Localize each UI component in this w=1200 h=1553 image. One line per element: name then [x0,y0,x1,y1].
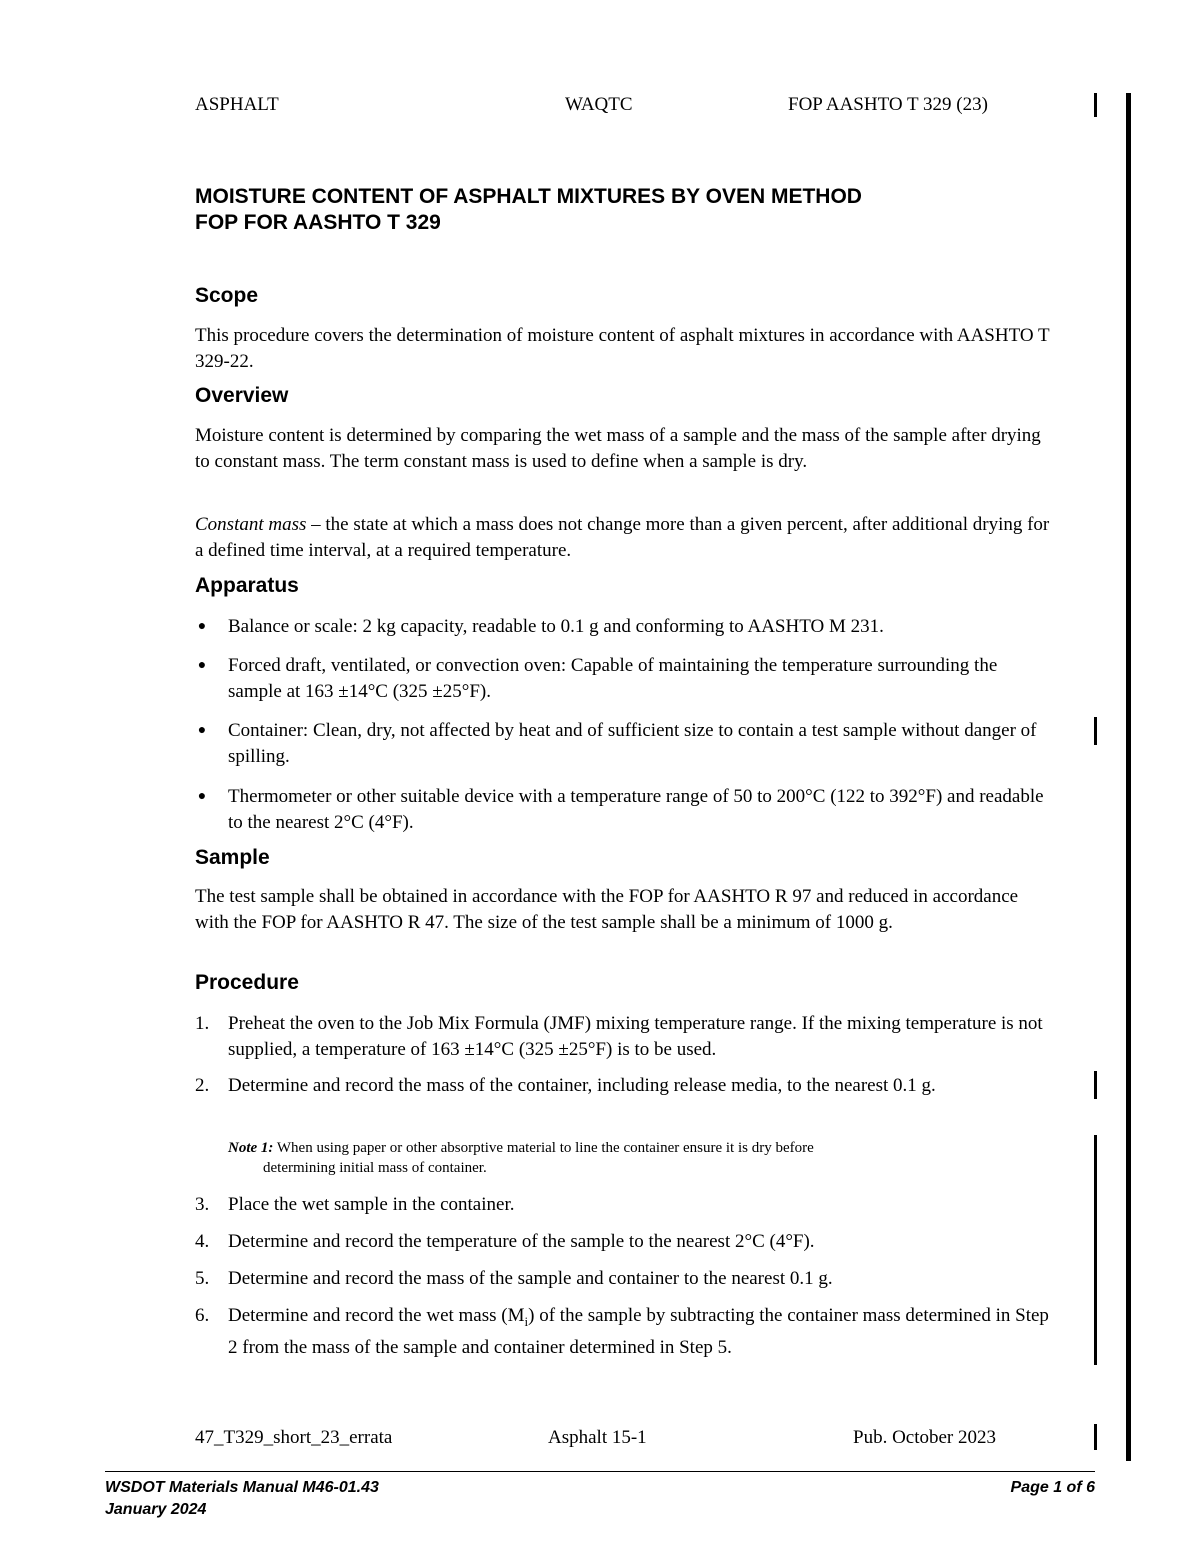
footer-rule [105,1471,1095,1472]
step-number: 4. [195,1231,210,1252]
step-number: 2. [195,1075,210,1096]
overview-text: Moisture content is determined by comparing the wet mass of a sample and the mass of the sample after drying to constant mass. The term constant mass is used to define when a sample is dry. [195,425,1041,472]
footer-center: Asphalt 15-1 [548,1427,647,1448]
sample-heading: Sample [195,846,270,869]
bullet-icon: ● [197,723,207,738]
list-item-text: Forced draft, ventilated, or convection oven: Capable of maintaining the temperature surrounding the sample at 163 ±14°C (325 ±25°F). [228,655,998,702]
procedure-step [195,1073,1055,1099]
overview-heading: Overview [195,384,289,407]
procedure-step [195,1192,1055,1218]
change-bar [1094,1071,1097,1099]
change-bar [1094,717,1097,745]
footer-left: 47_T329_short_23_errata [195,1427,393,1448]
definition-text: – the state at which a mass does not change more than a given percent, after additional drying for a defined time interval, at a required temperature. [195,514,1050,561]
title-line-1: MOISTURE CONTENT OF ASPHALT MIXTURES BY OVEN METHOD [195,185,862,208]
list-item [195,718,1055,770]
definition-term: Constant mass [195,514,307,535]
list-item [195,653,1055,705]
list-item [195,784,1055,836]
step-text-part: Determine and record the wet mass (M [228,1305,525,1326]
manual-date: January 2024 [105,1501,207,1518]
header-right: FOP AASHTO T 329 (23) [788,94,988,115]
procedure-note [228,1138,1028,1178]
scope-text: This procedure covers the determination of moisture content of asphalt mixtures in accordance with AASHTO T 329-22. [195,325,1050,372]
bullet-icon: ● [197,658,207,673]
step-number: 1. [195,1013,210,1034]
procedure-heading: Procedure [195,971,299,994]
change-bar [1094,93,1097,117]
procedure-step [195,1011,1055,1063]
procedure-step [195,1229,1055,1255]
bullet-icon: ● [197,619,207,634]
step-text: Preheat the oven to the Job Mix Formula (JMF) mixing temperature range. If the mixing temperature is not supplied, a temperature of 163 ±14°C (325 ±25°F) is to be used. [228,1013,1043,1060]
manual-title: WSDOT Materials Manual M46-01.43 [105,1479,379,1496]
sample-text: The test sample shall be obtained in accordance with the FOP for AASHTO R 97 and reduced in accordance with the FOP for AASHTO R 47. The size of the test sample shall be a minimum of 1000 g. [195,886,1019,933]
step-text: Determine and record the temperature of the sample to the nearest 2°C (4°F). [228,1231,815,1252]
list-item [195,614,1055,640]
step-number: 3. [195,1194,210,1215]
header-center: WAQTC [565,94,633,115]
procedure-step [195,1303,1055,1361]
step-number: 5. [195,1268,210,1289]
footer-right: Pub. October 2023 [853,1427,997,1448]
header-left: ASPHALT [195,94,279,115]
step-text-part: ) of the sample by subtracting the container mass determined in Step 2 from the mass of the sample and container determined in Step 5. [228,1305,1049,1358]
step-text: Determine and record the mass of the sample and container to the nearest 0.1 g. [228,1268,833,1289]
list-item-text: Container: Clean, dry, not affected by heat and of sufficient size to contain a test sample without danger of spilling. [228,720,1037,767]
note-text-line-2: determining initial mass of container. [263,1160,487,1176]
procedure-step [195,1266,1055,1292]
step-text [228,1303,1055,1361]
constant-mass-definition [195,512,1055,564]
step-text: Place the wet sample in the container. [228,1194,515,1215]
change-bar [1094,1135,1097,1365]
step-number: 6. [195,1305,210,1326]
note-text-line-1: When using paper or other absorptive material to line the container ensure it is dry before [273,1140,814,1156]
step-text: Determine and record the mass of the container, including release media, to the nearest 0.1 g. [228,1075,936,1096]
apparatus-heading: Apparatus [195,574,299,597]
change-bar [1094,1424,1097,1450]
bullet-icon: ● [197,789,207,804]
list-item-text: Thermometer or other suitable device with a temperature range of 50 to 200°C (122 to 392°F) and readable to the nearest 2°C (4°F). [228,786,1044,833]
document-title [195,184,862,236]
subscript-i: i [524,1313,529,1329]
list-item-text: Balance or scale: 2 kg capacity, readable to 0.1 g and conforming to AASHTO M 231. [228,616,884,637]
title-line-2: FOP FOR AASHTO T 329 [195,211,441,234]
note-label: Note 1: [228,1140,274,1156]
scope-heading: Scope [195,284,259,307]
page-number: Page 1 of 6 [1010,1479,1095,1496]
page-border-bar [1126,93,1131,1461]
